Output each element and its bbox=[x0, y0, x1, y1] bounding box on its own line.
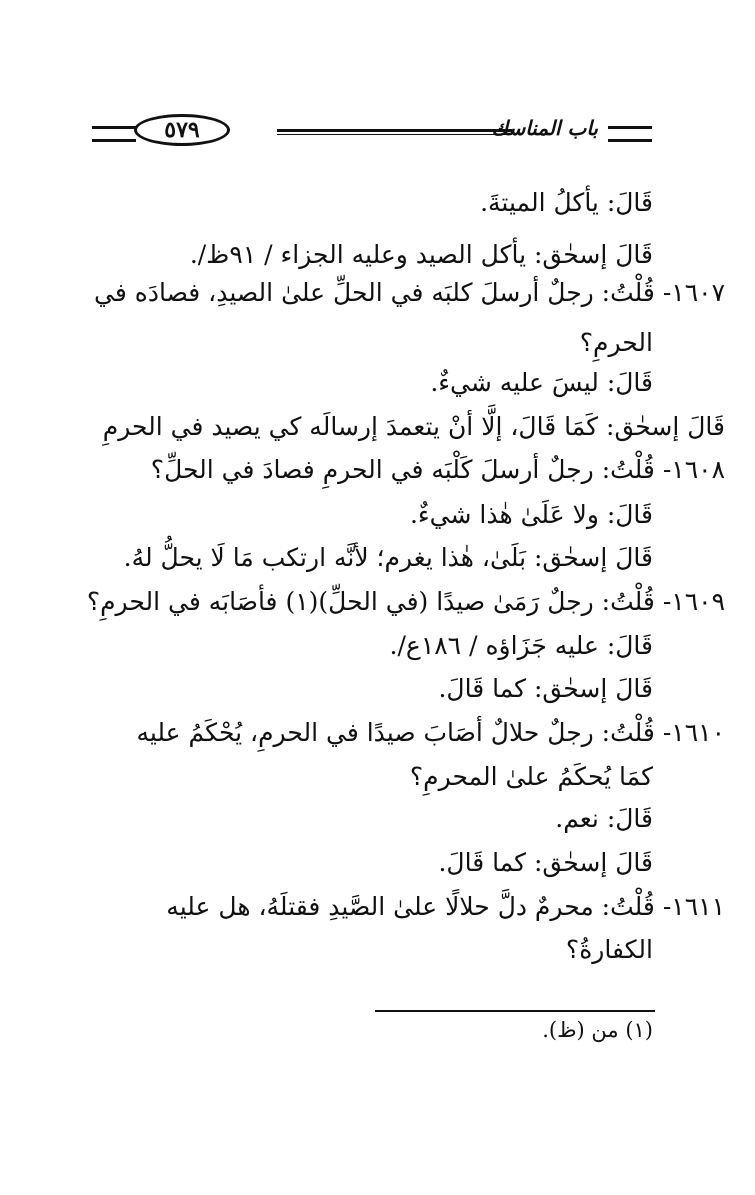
text-line: ١٦١٠- قُلْتُ: رجلٌ حلالٌ أصَابَ صيدًا في الحرمِ، يُحْكَمُ عليه bbox=[136, 718, 725, 747]
page-header bbox=[92, 112, 652, 152]
text-line: ١٦٠٩- قُلْتُ: رجلٌ رَمَىٰ صيدًا (في الحلِّ)(١) فأصَابَه في الحرمِ؟ bbox=[86, 587, 725, 616]
text-line: كمَا يُحكَمُ علىٰ المحرمِ؟ bbox=[409, 762, 653, 791]
text-line: ١٦٠٨- قُلْتُ: رجلٌ أرسلَ كَلْبَه في الحرمِ فصادَ في الحلِّ؟ bbox=[150, 455, 725, 484]
chapter-title: باب المناسك bbox=[491, 116, 598, 140]
text-line: قَالَ: نعم. bbox=[555, 804, 653, 833]
text-line: ١٦١١- قُلْتُ: محرمٌ دلَّ حلالًا علىٰ الصَّيدِ فقتلَهُ، هل عليه bbox=[166, 892, 725, 921]
header-rule-left bbox=[92, 126, 136, 142]
text-line: قَالَ إسحٰق: كَمَا قَالَ، إلَّا أنْ يتعمدَ إرسالَه كي يصيد في الحرمِ bbox=[102, 412, 725, 441]
text-line: ١٦٠٧- قُلْتُ: رجلٌ أرسلَ كلبَه في الحلِّ علىٰ الصيدِ، فصادَه في bbox=[93, 278, 725, 307]
page-number: ٥٧٩ bbox=[164, 117, 200, 143]
text-line: قَالَ إسحٰق: كما قَالَ. bbox=[438, 674, 653, 703]
page-number-badge bbox=[134, 114, 230, 146]
text-line: قَالَ: ولا عَلَىٰ هٰذا شيءٌ. bbox=[409, 500, 653, 529]
text-line: قَالَ: يأكلُ الميتةَ. bbox=[480, 188, 653, 217]
footnote: (١) من (ظ). bbox=[542, 1018, 653, 1042]
text-line: قَالَ إسحٰق: يأكل الصيد وعليه الجزاء / ٩١ظ/. bbox=[189, 240, 653, 269]
text-line: الكفارةُ؟ bbox=[565, 935, 653, 964]
text-line: الحرمِ؟ bbox=[579, 328, 653, 357]
header-rule-right bbox=[608, 126, 652, 142]
text-line: قَالَ إسحٰق: كما قَالَ. bbox=[438, 848, 653, 877]
text-line: قَالَ: عليه جَزَاؤه / ١٨٦ع/. bbox=[389, 631, 653, 660]
footnote-divider bbox=[375, 1010, 655, 1012]
text-line: قَالَ إسحٰق: بَلَىٰ، هٰذا يغرم؛ لأنَّه ارتكب مَا لَا يحلُّ لهُ. bbox=[123, 543, 653, 572]
header-rule bbox=[277, 129, 512, 135]
text-line: قَالَ: ليسَ عليه شيءٌ. bbox=[430, 368, 653, 397]
